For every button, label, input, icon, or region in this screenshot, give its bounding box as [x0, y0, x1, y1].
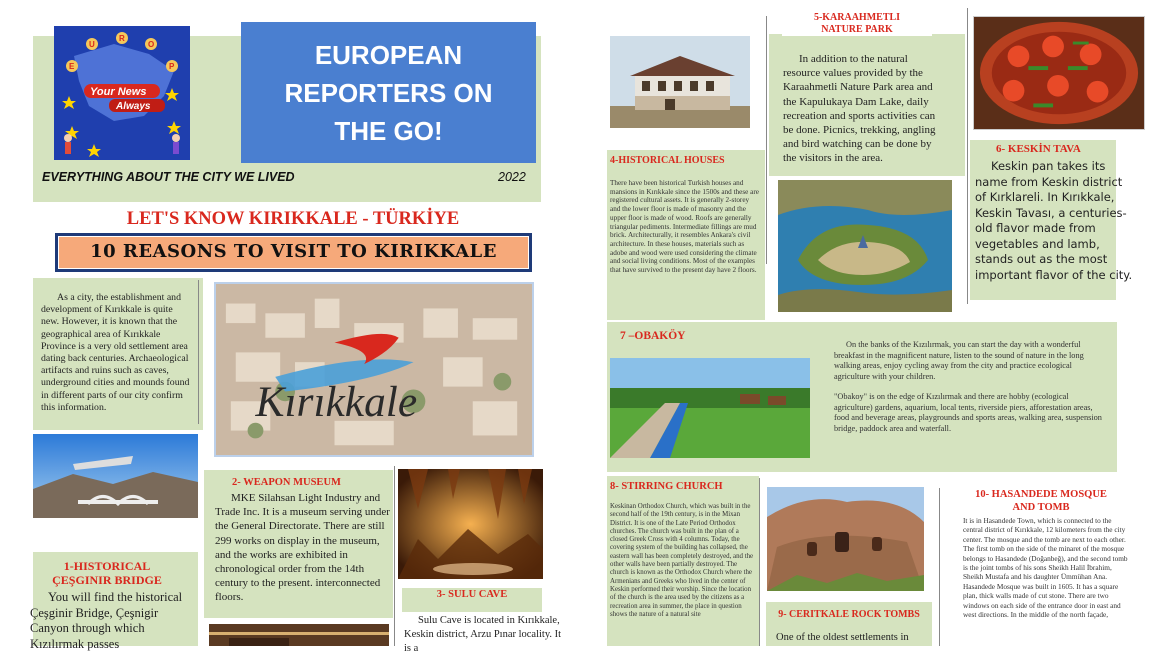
s3-title: 3- SULU CAVE — [436, 589, 508, 600]
svg-text:E: E — [69, 62, 75, 71]
masthead-year: 2022 — [498, 170, 526, 184]
divider — [198, 280, 199, 424]
s9-text: One of the oldest settlements in — [776, 632, 909, 643]
s4-title: 4-HISTORICAL HOUSES — [610, 155, 725, 166]
s5-title-line2: NATURE PARK — [821, 24, 893, 35]
divider — [939, 488, 940, 646]
page-headline: LET'S KNOW KIRIKKALE - TÜRKİYE — [54, 208, 532, 230]
logo-text-line2: Always — [116, 101, 151, 112]
reasons-title: 10 REASONS TO VISIT TO KIRIKKALE — [58, 236, 529, 269]
s5-title — [782, 12, 932, 36]
masthead-title-line2: REPORTERS ON — [284, 77, 493, 108]
kirikkale-city-photo — [214, 282, 534, 457]
sulu-cave-photo — [398, 469, 543, 579]
svg-text:U: U — [89, 40, 95, 49]
logo-text-line1: Your News — [90, 86, 147, 98]
s6-title: 6- KESKİN TAVA — [996, 143, 1081, 155]
s3-text: Sulu Cave is located in Kırıkkale, Keskin district, Arzu Pınar locality. It is a — [404, 615, 562, 654]
s10-title-line1: 10- HASANDEDE MOSQUE — [975, 489, 1107, 500]
s5-text: In addition to the natural resource values provided by the Karaahmetli Nature Park area and the Kapulukaya Dam Lake, daily recreation and sports activities can be done. Picnics, trekking, angling and bird watching can be done by the visitors in the area. — [783, 53, 936, 165]
s7-text — [834, 340, 1106, 434]
historical-house-photo — [610, 36, 750, 128]
s1-text: You will find the historical Çeşginir Bridge, Çeşnigir Canyon through which Kızılırmak passes — [30, 590, 183, 651]
obakoy-photo — [610, 358, 810, 458]
svg-text:P: P — [169, 62, 175, 71]
divider — [766, 16, 767, 264]
reasons-title-box — [55, 233, 532, 272]
s7-title: 7 –OBAKÖY — [620, 330, 686, 342]
svg-text:R: R — [119, 34, 125, 43]
masthead-title-box — [241, 22, 536, 163]
cesnigir-bridge-photo — [33, 434, 198, 518]
s10-title — [946, 488, 1136, 514]
keskin-tava-photo — [973, 16, 1145, 130]
s5-title-line1: 5-KARAAHMETLI — [813, 12, 901, 23]
s2-text: MKE Silahsan Light Industry and Trade Inc. It is a museum serving under the General Directorate. There are still 299 works on display in the museum, and the works are exhibited in chronological order from the 14th century to the present. interconnected floors. — [215, 492, 390, 604]
s7-text-p1: On the banks of the Kızılırmak, you can start the day with a wonderful breakfast in the magnificent nature, listen to the sound of nature in the long walking areas, enjoy cycling away from the city and practice ecological agriculture with your children. — [834, 340, 1084, 381]
masthead-title-line3: THE GO! — [334, 115, 443, 146]
divider — [759, 478, 760, 646]
divider — [967, 8, 968, 304]
divider — [394, 466, 395, 646]
city-logo-text: Kırıkkale — [255, 378, 418, 426]
s8-title: 8- STIRRING CHURCH — [610, 481, 723, 492]
s1-title-line1: 1-HISTORICAL — [63, 559, 151, 573]
s1-title — [33, 559, 181, 587]
s2-title: 2- WEAPON MUSEUM — [232, 477, 341, 488]
logo — [54, 26, 190, 160]
weapon-museum-photo — [209, 624, 389, 646]
s7-text-p2: "Obakoy" is on the edge of Kızılırmak and there are hobby (ecological agriculture) gardens, aquarium, local tents, riverside piers, afforestation areas, food and beverage areas, playgrounds and sports areas, walking area, suspension bridge, paddock area and waterfall. — [834, 392, 1102, 433]
intro-text: As a city, the establishment and development of Kırıkkale is quite new. However, it is known that the geographical area of Kırıkkale Province is a very old settlement area dating back centuries. Archaeological artifacts and ruins such as caves, underground cities and mounds found in different parts of our city confirm this information. — [41, 292, 190, 413]
ceritkale-rock-photo — [767, 487, 924, 591]
masthead-title-line1: EUROPEAN — [314, 39, 463, 70]
s1-title-line2: ÇEŞGINIR BRIDGE — [52, 573, 162, 587]
s10-text: It is in Hasandede Town, which is connected to the central district of Kırıkkale, 12 kilometers from the city center. The mosque and the tomb are next to each other. The first tomb on the side of the minaret of the mosque belongs to Hasandede (Doğanbeğ), and the second tomb is the joint tombs of his sons Sheikh Halil İbrahim, Sheikh Mustafa and his daughter Ümmühan Ana. Hasandede Mosque was built in 1605. It has a square plan, thick walls made of cut stone. There are two windows on each side of the entrance door in east and west directions. In the middle of the north façade, — [963, 516, 1128, 620]
logo-europe-map — [54, 26, 190, 160]
karaahmetli-park-photo — [778, 180, 952, 312]
masthead-tagline: EVERYTHING ABOUT THE CITY WE LIVED — [42, 170, 295, 184]
s9-title: 9- CERITKALE ROCK TOMBS — [778, 609, 920, 620]
svg-text:O: O — [148, 40, 155, 49]
s10-title-line2: AND TOMB — [1012, 502, 1070, 513]
s8-text: Keskinan Orthodox Church, which was built in the second half of the 19th century, is in the Mixan District. It is one of the Late Period Orthodox churches. The church was built in the plan of a closed Greek Cross with 4 columns. Today, the covering system of the building has collapsed, the eastern wall has been completely destroyed, and the other walls have been partially destroyed. The church is known as the Orthodox Church where the Armenians and Greeks who lived in the center of Keskin performed their worship. Since the location of the church is the area used by the citizens as a recreation area in summer, the place in question shows the nature of a natural site — [610, 503, 754, 618]
s4-text: There have been historical Turkish houses and mansions in Kırıkkale since the 1500s and these are registered cultural assets. It is generally 2-storey and the lower floor is made of masonry and the upper floor is made of wood. Roofs are generally triangular pediments. Intermediate fillings are mud brick. Architecturally, it resembles Ankara's civil architecture. In these houses, materials such as adobe and wood were used considering the climate and social living conditions. Most of the examples that have survived to the present day have 2 floors. — [610, 179, 759, 275]
s6-text: Keskin pan takes its name from Keskin district of Kırklareli. In Kırıkkale, Keskin Tavası, a centuries-old flavor made from vegetables and lamb, stands out as the most important flavor of the city. — [975, 159, 1133, 282]
